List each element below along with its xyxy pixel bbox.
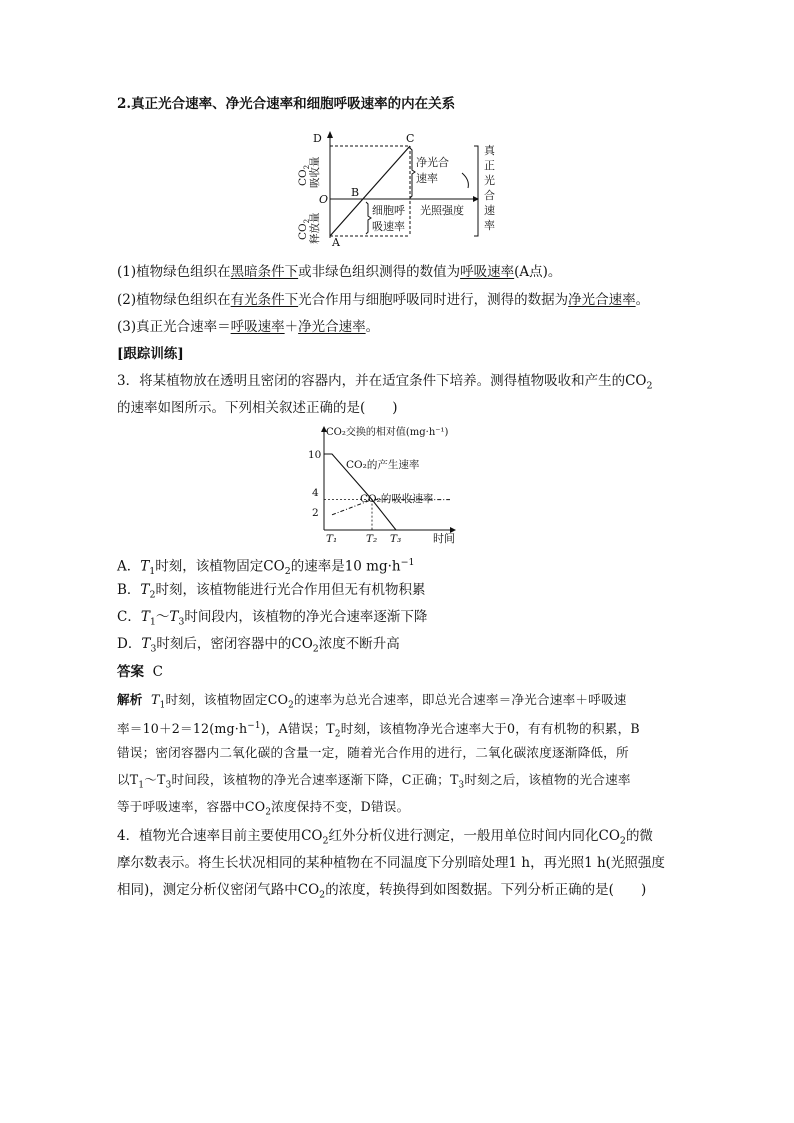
tracking-label: [跟踪训练] <box>117 346 184 362</box>
true-rate-char-4: 合 <box>484 189 495 202</box>
true-rate-char-1: 真 <box>484 144 495 157</box>
q3-option-C: C．$T_1\sim T_3$时间段内，该植物的净光合速率逐渐下降 <box>117 609 428 628</box>
diagram1-true-bracket <box>474 146 478 236</box>
svg-text:CO2: $CO_2$ <box>297 164 311 186</box>
true-rate-char-5: 速 <box>484 204 495 217</box>
true-rate-char-2: 正 <box>484 159 495 172</box>
point-C: C <box>406 132 415 145</box>
chart2-ytick-4: 4 <box>312 487 319 499</box>
point-A: A <box>332 236 340 248</box>
resp-rate-label-1: 细胞呼 <box>372 204 405 217</box>
chart2-label-production: CO₂的产生速率 <box>346 459 420 471</box>
chart2-y-title: CO₂交换的相对值(mg·h⁻¹) <box>326 427 449 438</box>
answer-label: 答案 <box>117 664 144 680</box>
q4-line-1: 4．植物光合速率目前主要使用$CO_2$红外分析仪进行测定，一般用单位时间内同化$CO_2$的微 <box>117 828 653 847</box>
chart2-xtick-1: T₁ <box>326 533 338 545</box>
q3-stem-1: 3．将某植物放在透明且密闭的容器内，并在适宜条件下培养。测得植物吸收和产生的$CO_2$ <box>117 373 653 392</box>
diagram1-y-arrow <box>327 131 333 138</box>
resp-rate-label-2: 吸速率 <box>372 220 405 233</box>
analysis-line-3: 错误；密闭容器内二氧化碳的含量一定，随着光合作用的进行，二氧化碳浓度逐渐降低，所 <box>117 745 629 760</box>
svg-text:CO2: $CO_2$ <box>297 218 311 240</box>
q3-option-A: A．$T_1$时刻，该植物固定$CO_2$的速率是10 $mg\cdot h^{-1}$ <box>117 557 415 578</box>
analysis-line-5: 等于呼吸速率，容器中$CO_2$浓度保持不变，D错误。 <box>117 799 410 818</box>
true-rate-char-3: 光 <box>484 174 495 187</box>
q3-stem-2: 的速率如图所示。下列相关叙述正确的是( ) <box>117 400 398 416</box>
answer-value: C <box>152 664 163 680</box>
chart2-ytick-2: 2 <box>312 507 319 519</box>
chart2-label-absorption: CO₂的吸收速率 <box>360 493 434 505</box>
point-O: O <box>319 193 329 206</box>
chart2-xtick-2: T₂ <box>366 533 378 545</box>
analysis-line-4: 以$T_1\sim T_3$时间段，该植物的净光合速率逐渐下降，C正确；$T_3$时刻之后，该植物的光合速率 <box>117 772 631 791</box>
y-upper-label-2 <box>308 157 321 189</box>
point-B: B <box>351 186 360 199</box>
svg-text:释放量: 释放量 <box>309 212 321 244</box>
q3-option-D: D．$T_3$时刻后，密闭容器中的$CO_2$浓度不断升高 <box>117 636 400 655</box>
chart2-ytick-10: 10 <box>308 449 322 461</box>
rate-relationship-diagram <box>290 128 510 248</box>
note-3: (3)真正光合速率＝呼吸速率＋净光合速率。 <box>117 319 380 335</box>
q4-line-2: 摩尔数表示。将生长状况相同的某种植物在不同温度下分别暗处理1 h，再光照1 h(光照强度 <box>117 855 665 871</box>
answer-line <box>117 662 163 682</box>
q3-option-B: B．$T_2$时刻，该植物能进行光合作用但无有机物积累 <box>117 582 426 601</box>
x-axis-label: 光照强度 <box>420 204 464 217</box>
section-title: 2.真正光合速率、净光合速率和细胞呼吸速率的内在关系 <box>117 96 456 112</box>
chart2-x-title: 时间 <box>433 532 455 545</box>
note-1: (1)植物绿色组织在黑暗条件下或非绿色组织测得的数值为呼吸速率(A点)。 <box>117 264 562 280</box>
diagram1-net-to-true-curve <box>462 173 468 188</box>
analysis-line-1: 解析 $T_1$时刻，该植物固定$CO_2$的速率为总光合速率，即总光合速率＝净光合速率＋呼吸速 <box>117 692 627 711</box>
note-2: (2)植物绿色组织在有光条件下光合作用与细胞呼吸同时进行，测得的数据为净光合速率。 <box>117 292 650 308</box>
net-rate-label-2: 速率 <box>416 172 438 185</box>
y-lower-label-2 <box>308 213 321 245</box>
true-rate-char-6: 率 <box>484 219 495 232</box>
net-rate-label-1: 净光合 <box>416 156 449 169</box>
point-D: D <box>313 132 322 145</box>
diagram1-net-brace <box>410 148 415 198</box>
analysis-line-2: 率$=10+2=12(mg\cdot h^{-1})$，A错误；$T_2$时刻，该植物净光合速率大于0，有有机物的积累，B <box>117 721 640 740</box>
q4-line-3: 相同)，测定分析仪密闭气路中$CO_2$的浓度，转换得到如图数据。下列分析正确的是( ) <box>117 882 647 901</box>
diagram1-resp-brace <box>366 202 371 234</box>
svg-text:吸收量: 吸收量 <box>309 156 321 188</box>
co2-rate-chart <box>300 424 480 548</box>
chart2-xtick-3: T₃ <box>390 533 402 545</box>
